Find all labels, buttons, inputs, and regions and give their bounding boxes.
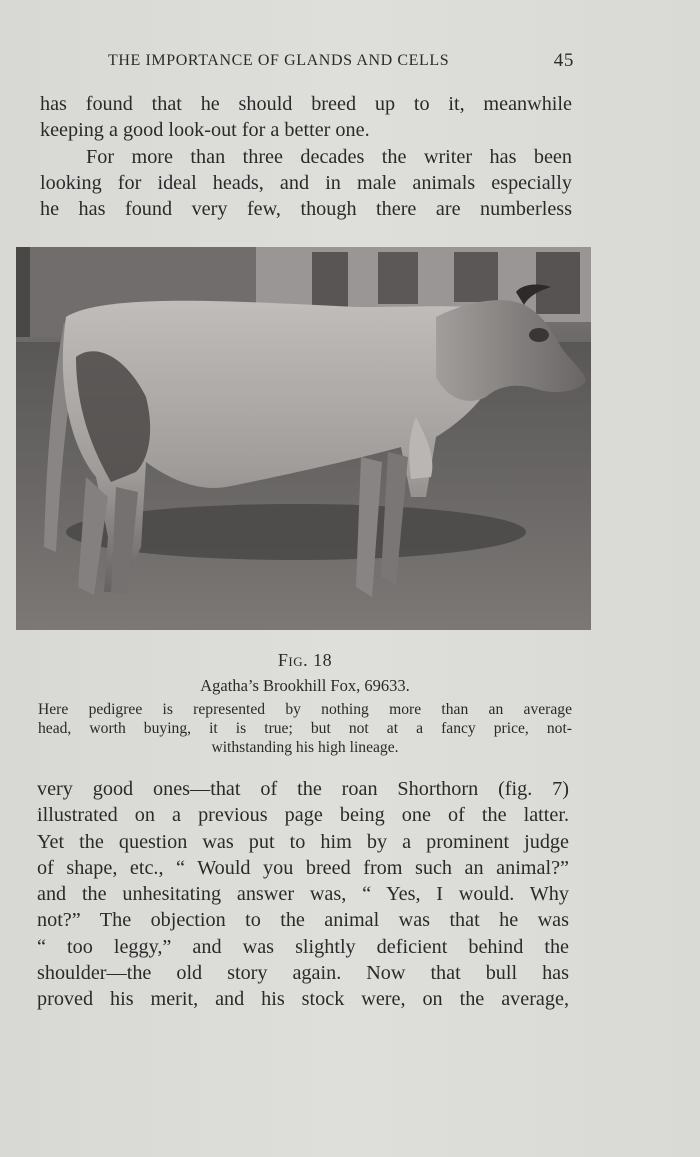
caption-line: Here pedigree is represented by nothing more than an average	[38, 701, 572, 718]
text-line: “ too leggy,” and was slightly deficient behind the	[37, 935, 569, 958]
figure-label-prefix: Fig.	[277, 650, 309, 670]
caption-line: withstanding his high lineage.	[211, 739, 399, 756]
text-line: not?” The objection to the animal was that he was	[37, 909, 569, 932]
text-line: keeping a good look-out for a better one.	[40, 119, 370, 142]
text-line: illustrated on a previous page being one of the latter.	[37, 804, 569, 827]
text-line: has found that he should breed up to it, meanwhile	[40, 93, 572, 115]
chapter-title: THE IMPORTANCE OF GLANDS AND CELLS	[108, 52, 450, 69]
figure-label-number: 18	[313, 650, 333, 670]
figure-label	[38, 650, 572, 671]
text-line: and the unhesitating answer was, “ Yes, I would. Why	[37, 883, 569, 906]
paragraph-top	[40, 91, 572, 222]
text-line: proved his merit, and his stock were, on the average,	[37, 988, 569, 1011]
text-line: very good ones—that of the roan Shorthorn (fig. 7)	[37, 778, 569, 800]
page-number: 45	[553, 50, 574, 71]
caption-line: head, worth buying, it is true; but not at a fancy price, not-	[38, 720, 572, 737]
text-line: For more than three decades the writer has been	[86, 145, 572, 168]
figure-description	[38, 700, 572, 757]
text-line: shoulder—the old story again. Now that bull has	[37, 962, 569, 985]
text-line: he has found very few, though there are numberless	[40, 198, 572, 221]
text-line: Yet the question was put to him by a prominent judge	[37, 830, 569, 853]
paragraph-bottom	[37, 776, 569, 1013]
text-line: looking for ideal heads, and in male animals especially	[40, 171, 572, 194]
bull-photograph	[16, 247, 591, 630]
figure-name: Agatha’s Brookhill Fox, 69633.	[200, 676, 410, 695]
text-line: of shape, etc., “ Would you breed from such an animal?”	[37, 856, 569, 879]
